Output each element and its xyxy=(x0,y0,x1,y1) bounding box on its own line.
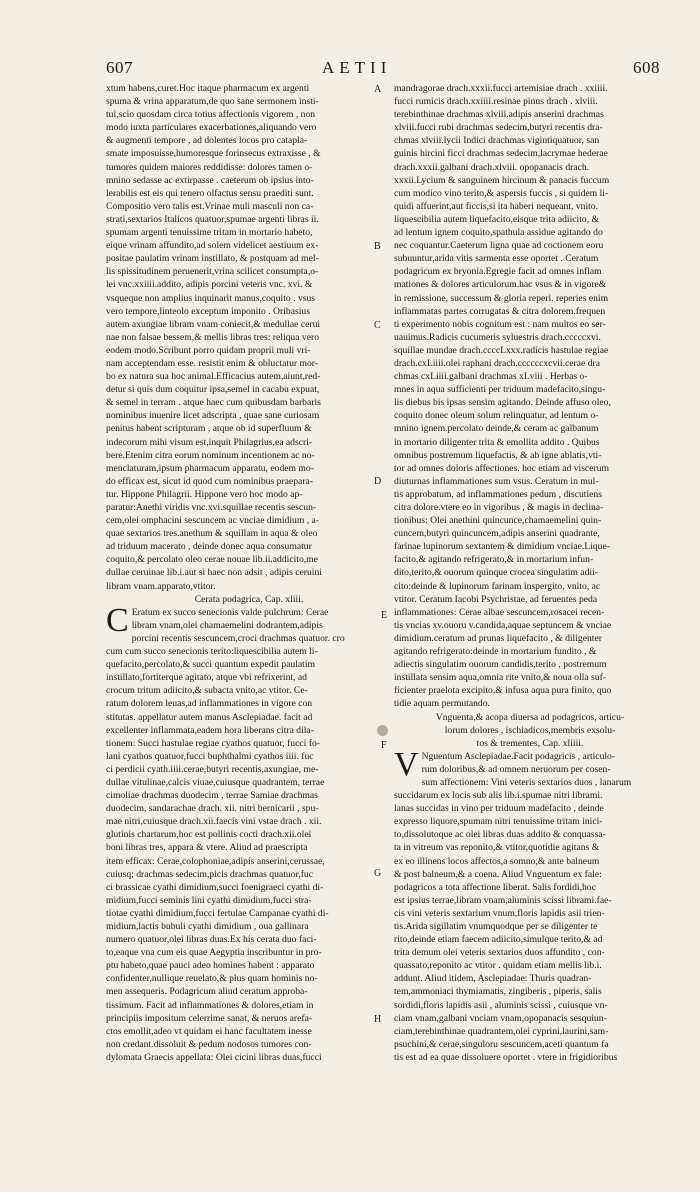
text-line: bo ex natura sua hoc animal.Efficacius autem,aiunt,red- xyxy=(106,371,321,383)
text-line: in remissione, successum & gloria reperi. reperies enim xyxy=(394,292,609,304)
text-line: tumores quidem maiores reddidisse: dolores tamen o- xyxy=(106,161,313,173)
text-line: cis vini veteris sextarium vnum,floris lapidis asii trien- xyxy=(394,907,605,919)
text-line: non credant.dissoluit & pedum nodosos tumores con- xyxy=(106,1038,312,1050)
text-line: penitus habent scripturam , atque ob id superfluum & xyxy=(106,423,312,435)
text-line: cuncem,butyri quincuncem,adipis anserini quadrante, xyxy=(394,528,600,540)
text-line: mae nitri,cuiusque drach.xii.faecis vini vstae drach . xii. xyxy=(106,816,322,828)
left-column xyxy=(106,82,392,1122)
text-line: & augmenti tempore , ad dolentes locos pro catapla- xyxy=(106,135,308,147)
text-line: Compositio vero talis est.Vrinae muli masculi non ca- xyxy=(106,200,314,212)
text-line: spumam argenti tenuissime tritam in mortario habeto, xyxy=(106,227,313,239)
text-line: cimoliae drachmas duodecim , terrae Samiae drachmas xyxy=(106,790,318,802)
text-line: dito,terito,& ouorum quinque crocea singulatim adii- xyxy=(394,567,598,579)
text-line: omnibus postremum liquefactis, & ab igne ablatis,vti- xyxy=(394,449,602,461)
text-line: ti experimento nobis cognitum est : nam multos eo ser- xyxy=(394,318,606,330)
text-line: inflammationes: Cerae albae sescuncem,rosacei recen- xyxy=(394,606,605,618)
text-line: duodecim, sandarachae drach. xii. nitri bernicarii , spu- xyxy=(106,803,319,815)
text-line: ctos emollit,adeo vt quidam ei hanc facultatem inesse xyxy=(106,1025,312,1037)
text-line: midium,fucci seminis lini cyathi dimidium,fucci stra- xyxy=(106,894,312,906)
text-line: ptu habeto,quae pauci adeo homines habent : apparato xyxy=(106,960,315,972)
text-line: midium,lactis bubuli cyathi dimidium , oua gallinara xyxy=(106,921,309,932)
text-line: tissimum. Facit ad inflammationes & dolores,etiam in xyxy=(106,999,314,1011)
text-line: lis diebus bis ipsas sensim agitando. Deinde affuso oleo, xyxy=(394,397,611,409)
text-line: spuma & vrina apparatum,de quo sane sermonem insti- xyxy=(106,96,319,108)
text-line: inflammatas partes corrugatas & citra dolorem.frequen xyxy=(394,305,606,317)
text-line: nam acceptendam esse. resistit enim & obluctatur mor- xyxy=(106,357,319,369)
text-line: quefacito,percolato,& succi quantum expedit paulatim xyxy=(106,659,316,671)
text-line: modo iuxta particulares exacerbationes,aliquando vero xyxy=(106,122,317,134)
text-line: addunt. Aliud itidem, Asclepiadae: Thuris quadran- xyxy=(394,973,592,985)
text-line: positae paulatim vrinam instillato, & postquam ad mel- xyxy=(106,253,319,265)
text-line: diuturnas inflammationes sum vsus. Ceratum in mul- xyxy=(394,475,599,487)
margin-letter-b: B xyxy=(374,241,381,252)
text-line: tis.Arida sigillatim vnumquodque per se diligenter te xyxy=(394,921,598,932)
page-number-right: 608 xyxy=(633,58,660,77)
text-line: chmas xlviii.lycii Indici drachmas vigintiquatuor, san xyxy=(394,135,600,147)
text-line: farinae lupinorum sextantem & dimidium vnciae.Lique- xyxy=(394,541,610,553)
text-line: sum affectionem: Vini veteris sextarios duos , lanarum xyxy=(421,776,632,788)
text-line: in mortario diligenter trita & emollita addito . Quibus xyxy=(394,436,600,448)
drop-cap-v: V xyxy=(394,745,419,783)
heading-line: Vnguenta,& acopa diuersa ad podagricos, articu- xyxy=(435,711,625,723)
text-line: confidenter,nullique reuelato,& plus quam hominis no- xyxy=(106,973,318,985)
text-line: ta in vitreum vas reponito,& vtitor,quotidie agitans & xyxy=(394,842,600,854)
margin-letter-e: E xyxy=(381,610,388,621)
text-line: menclaturam,ipsum pharmacum apparatu, eodem mo- xyxy=(106,462,314,474)
text-line: to,eaque vna cum eis quae Aegyptia inscribuntur in pro- xyxy=(106,947,322,959)
text-line: lis spissitudinem peruenerit,vrina scilicet consumpta,o- xyxy=(106,266,319,278)
text-line: agitando refrigerato:deinde in mortarium fundito , & xyxy=(394,646,597,658)
text-line: tionibus: Olei anethini quincunce,chamaemelini quin- xyxy=(394,515,602,527)
text-line: nae non falsae bessem,& mellis libras tres: reliqua vero xyxy=(106,331,320,343)
text-line: citra dolore.vtere eo in vigoribus , & magis in declina- xyxy=(394,502,604,513)
margin-letter-c: C xyxy=(374,320,381,331)
text-line: men assequeris. Podagricum aliud ceratum approba- xyxy=(106,986,308,998)
drop-cap-c: C xyxy=(106,601,129,639)
text-line: dullae vitulinae,calcis viuae,cuiusque quadrantem, terrae xyxy=(106,776,325,788)
text-line: tionem: Succi hastulae regiae cyathos quatuor, fucci fo- xyxy=(106,737,320,749)
text-line: tis est ad ea quae dissoluere oportet . vtere in frigidioribus xyxy=(394,1051,618,1063)
left-column-text-a xyxy=(106,82,392,593)
text-line: fucci rumicis drach.xxiiii.resinae pinus drach . xlviii. xyxy=(394,96,598,108)
section-heading-cap-44 xyxy=(394,711,666,750)
text-line: rito,deinde etiam faecem adiicito,simulque terito,& ad xyxy=(394,934,603,946)
left-column-text-b xyxy=(106,601,392,1064)
text-line: lei vnc.xxiiii.addito, adipis porcini veteris vnc. xvi. & xyxy=(106,279,313,291)
text-line: tiotae cyathi dimidium,fucci fertulae Campanae cyathi di- xyxy=(106,907,329,919)
text-line: nec coquantur.Caeterum ligna quae ad coctionem eoru xyxy=(394,240,604,252)
text-line: vsqueque non amplius inquinarit manus,coquito . vsus xyxy=(106,292,316,304)
text-line: drach.cxLiiii.olei raphani drach.ccccccxcvii.cerae dra xyxy=(394,357,601,369)
text-line: mnino sedasse ac extirpasse . caeterum ob ipsius into- xyxy=(106,174,314,186)
text-line: to,dissolutoque ac olei libras duas addito & conquassa- xyxy=(394,829,606,841)
text-line: lerabilis est eis qui tenero olfactus sensu praediti sunt. xyxy=(106,187,314,199)
text-line: nominibus inuenire licet adscripta , quae sane curiosam xyxy=(106,410,320,422)
text-line: numero quatuor,olei libras duas.Ex his cerata duo faci- xyxy=(106,934,317,946)
text-line: smate imposuisse,humoresque forinsecus extraxisse , & xyxy=(106,148,321,160)
text-line: podagricum ex bryonia.Egregie facit ad omnes inflam xyxy=(394,266,602,278)
text-line: boni libras tres, appara & vtere. Aliud ad praescripta xyxy=(106,842,308,854)
text-line: cuiusq; drachmas sedecim,picis drachmas quatuor,fuc xyxy=(106,868,314,880)
margin-letter-d: D xyxy=(374,476,382,487)
text-line: mnes in aqua sufficienti per triduum madefacito,singu- xyxy=(394,384,606,396)
text-line: dullae ceruinae lib.i.aut si haec non adsit , adipis ceruini xyxy=(106,567,322,579)
page-header xyxy=(0,58,700,84)
margin-letter-g: G xyxy=(374,868,382,879)
text-line: indecorum mihi visum est,inquit Philagrius,ea adscri- xyxy=(106,436,313,448)
text-line: ciam vnam,galbani vnciam vnam,opopanacis sesquiun- xyxy=(394,1012,607,1024)
text-line: strati,sextarios Italicos quatuor,spumae argenti libras ii. xyxy=(106,213,319,225)
text-line: quidi affuerint,aut ficcis,si ita haberi nequeant, vnito. xyxy=(394,200,599,212)
text-line: mationes & dolores articulorum.hac vsus & in vigore& xyxy=(394,279,607,291)
text-line: glutinis chartarum,hoc est pollinis cocti drach.xii.olei xyxy=(106,829,312,841)
running-head: AETII xyxy=(322,58,392,77)
text-line: liquescibilia autem liquefacito,eisque trita adiicito, & xyxy=(394,213,600,225)
text-line: crocum tritum adiicito,& subacta vnito,ac vtitor. Ce- xyxy=(106,685,308,697)
text-line: eodem modo.Scribunt porro quidam proprii muli vri- xyxy=(106,344,311,356)
text-line: succidarum ex locis sub alis lib.i.spumae nitri librami. xyxy=(394,790,603,802)
text-line: mnino ignem.percolato deinde,& ceram ac galbanum xyxy=(394,423,599,435)
text-line: instillata sensim aqua,omnia rite vnito,& noua olla suf- xyxy=(394,672,606,684)
text-line: libram vnam.apparato,vtitor. xyxy=(106,580,216,592)
text-line: porcini recentis sescuncem,croci drachmas quatuor. cro xyxy=(131,632,345,644)
text-line: xlviii.fucci rubi drachmas sedecim,butyri recentis dra- xyxy=(394,122,603,134)
text-line: dylomata Graecis appellata: Olei cicini libras duas,fucci xyxy=(106,1051,322,1063)
text-line: lanas succidas in vino per triduum madefacito , deinde xyxy=(394,803,604,815)
text-line: rum doloribus,& ad omnem neruorum per cosen- xyxy=(421,763,611,775)
text-line: coquito donec oleum solum relinquatur, ad lentum o- xyxy=(394,410,599,422)
text-line: ratum dolorem leuas,ad inflammationes in vigore con xyxy=(106,698,313,710)
text-line: guinis hircini ficci drachmas sedecim,lacrymae hederae xyxy=(394,148,608,160)
text-line: est ipsius terrae,libram vnam,aluminis scissi librami.fae- xyxy=(394,894,612,906)
text-line: xxxii.Lycium & sanguinem hircinum & panacis fuccum xyxy=(394,174,610,186)
text-line: cito:deinde & lupinorum farinam inspergito, vnito, ac xyxy=(394,580,601,592)
margin-letter-h: H xyxy=(374,1014,382,1025)
text-line: tidie aquam permutando. xyxy=(394,698,490,710)
text-line: tis approbatum, ad inflammationes pedum , discutiens xyxy=(394,488,602,500)
text-line: & semel in terram . atque haec cum quibusdam barbaris xyxy=(106,397,321,409)
text-line: libram vnam,olei chamaemelini dodrantem,adipis xyxy=(131,619,323,631)
text-line: instillato,fortiterque agitato, atque vbi refrixerint, ad xyxy=(106,672,307,684)
text-line: tor ad omnes doloris affectiones. hoc etiam ad viscerum xyxy=(394,462,609,474)
text-line: & post balneum,& a coena. Aliud Vnguentum ex fale: xyxy=(394,868,602,880)
text-line: tis vncias xv.ouoru v.candida,aquae septuncem & vnciae xyxy=(394,619,612,631)
margin-letter-a: A xyxy=(374,84,382,95)
text-line: expresso liquore,spumam nitri tenuissime tritam inici- xyxy=(394,816,603,828)
section-heading-cap-43: Cerata podagrica, Cap. xliii. xyxy=(194,593,304,605)
heading-line: tos & trementes, Cap. xliiii. xyxy=(476,737,584,749)
text-line: do efficax est, sicut id quod cum nominibus praepara- xyxy=(106,475,313,487)
margin-letter-f: F xyxy=(381,740,387,751)
text-line: drach.xxxii.galbani drach.xlviii. opopanacis drach. xyxy=(394,161,590,173)
text-line: Nguentum Asclepiadae.Facit podagricis , articulo- xyxy=(421,750,616,762)
section-body-cap-43 xyxy=(106,601,392,1064)
text-line: ficienter praelota excipito,& infusa aqua pura finito, quo xyxy=(394,685,612,697)
text-line: tem,ammoniaci thymiamatis, zingiberis , piperis, salis xyxy=(394,986,602,998)
text-line: autem axungiae libram vnam coniecit,& medullae cerui xyxy=(106,318,321,330)
text-line: coquito,& percolato oleo cerae nouae lib.ii.addicito,me xyxy=(106,554,318,566)
text-line: psuchini,& cerae,singuloru sescuncem,aceti quantum fa xyxy=(394,1038,609,1050)
right-column-text-a xyxy=(394,82,666,711)
text-line: podagricos a tota affectione liberat. Salis fordidi,hoc xyxy=(394,881,596,893)
text-line: lani cyathos quatuor,fucci buphthalmi cyathos iiii. fuc xyxy=(106,750,314,762)
text-line: eique vrinam affundito,ad solem videlicet aestiuum ex- xyxy=(106,240,319,252)
text-line: quae sextarios tres.anethum & squillam in aqua & oleo xyxy=(106,528,318,540)
page-number-left: 607 xyxy=(106,58,133,77)
right-column xyxy=(394,82,666,1122)
heading-line: lorum dolores , ischiadicos,membris exsolu- xyxy=(444,724,616,736)
text-line: vero tempore,linteolo exceptum imponito . Oribasius xyxy=(106,305,310,317)
text-line: stitutas. appellatur autem manus Asclepiadae. facit ad xyxy=(106,711,313,723)
text-line: vtitor. Ceratum Iacobi Psychristae, ad feruentes peda xyxy=(394,593,598,605)
text-line: detur si quis dum coquitur ipsa,semel in cacabu expuat, xyxy=(106,384,320,396)
text-line: sordidi,floris lapidis asii , aluminis scissi , cuiusque vn- xyxy=(394,999,608,1011)
section-body-cap-44 xyxy=(394,745,666,1064)
text-line: excellenter inflammata,eadem hora liberans citra dila- xyxy=(106,724,314,736)
text-line: ci perdicii cyath.iiii.cerae,butyri recentis,axungiae, me- xyxy=(106,763,319,775)
text-line: dimidium.ceratum ad prunas liquefacito , & diligenter xyxy=(394,632,602,644)
text-line: ad triduum macerato , deinde donec aqua consumatur xyxy=(106,541,312,553)
text-line: bere.Etenim citra eorum nominum incentionem ac no- xyxy=(106,449,315,461)
text-line: facito,& agitando refrigerato,& in mortarium infun- xyxy=(394,554,594,566)
text-line: uauimus.Radicis cucumeris syluestris drach.cccccxvi. xyxy=(394,331,601,343)
text-line: trita demum olei veteris sextarios duos affundito , con- xyxy=(394,947,605,959)
text-line: cum cum succo senecionis terito:liquescibilia autem li- xyxy=(106,646,318,658)
text-line: quassato,reponito ac vtitor . quidam etiam mellis lib.i. xyxy=(394,960,602,972)
text-line: ciam,terebinthinae quadrantem,olei cyprini,laurini,sam- xyxy=(394,1025,609,1037)
text-line: Eratum ex succo senecionis valde pulchrum: Cerae xyxy=(131,606,329,618)
text-line: tur. Hippone Philagrii. Hippone vero hoc modo ap- xyxy=(106,488,303,500)
text-line: cem,olei omphacini sescuncem ac vnciae dimidium , a- xyxy=(106,515,320,527)
text-line: tui,scio quosdam circa totius affectionis vigorem , non xyxy=(106,109,316,121)
text-line: chmas cxLiiii.galbani drachmas xLviii . Herbas o- xyxy=(394,371,588,383)
text-line: xtum habens,curet.Hoc itaque pharmacum ex argenti xyxy=(106,83,310,94)
text-line: paratur:Anethi viridis vnc.xvi.squillae recentis sescun- xyxy=(106,502,317,513)
text-line: item efficax: Cerae,colophoniae,adipis anserini,cerussae, xyxy=(106,855,325,867)
text-line: mandragorae drach.xxxii.fucci artemisiae drach . xxiiii. xyxy=(394,83,608,94)
text-line: ad lentum ignem coquito,spathula assidue agitando do xyxy=(394,227,603,239)
text-line: ex eo illinens locos affectos,a somno,& ante balneum xyxy=(394,855,600,867)
text-line: subuuntur,arida vitis sarmenta esse oportet . Ceratum xyxy=(394,253,599,265)
text-line: squillae mundae drach.ccccLxxx.radicis hastulae regiae xyxy=(394,344,609,356)
text-line: ci brassicae cyathi dimidium,succi foenigraeci cyathi di- xyxy=(106,881,324,893)
text-line: adiectis singulatim ouorum candidis,terito , postremum xyxy=(394,659,607,671)
right-column-text-b xyxy=(394,745,666,1064)
text-line: principiis impositum celerrime sanat, & neruos arefa- xyxy=(106,1012,313,1024)
text-line: terebinthinae drachmas xlviii.adipis anserini drachmas xyxy=(394,109,604,121)
text-line: cum modico vino terito,& aspersis fuccis , si quidem li- xyxy=(394,187,609,199)
